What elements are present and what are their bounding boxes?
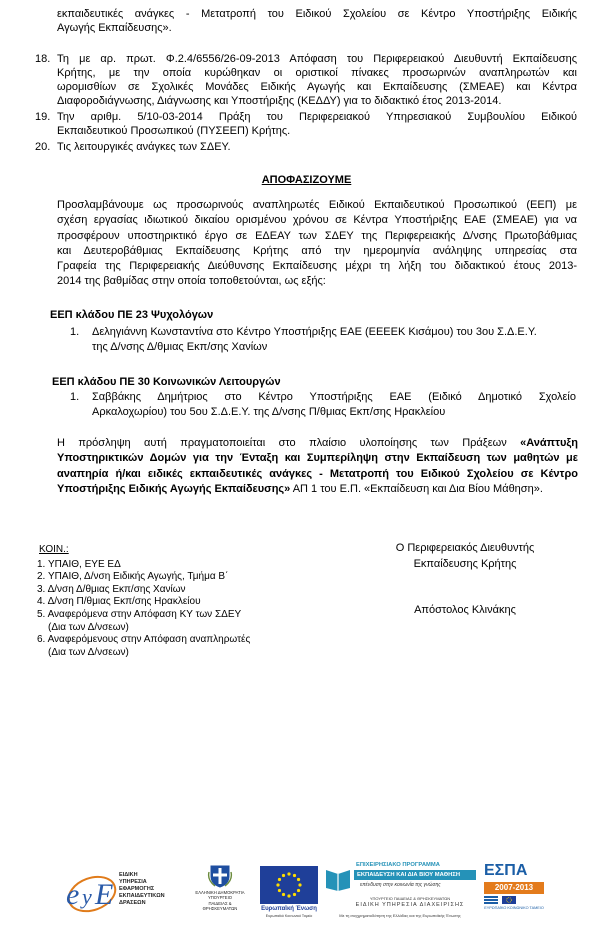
closing-bold-text: «Ανάπτυξη bbox=[520, 437, 578, 449]
eu-logo-sublabel: Ευρωπαϊκό Κοινωνικό Ταμείο bbox=[265, 914, 313, 918]
item-number: 18. bbox=[35, 53, 51, 65]
item-number: 20. bbox=[35, 141, 51, 153]
eye-logo-icon bbox=[62, 866, 118, 918]
eu-star-icon bbox=[287, 872, 290, 875]
closing-line-1 bbox=[57, 436, 578, 451]
eu-flag-icon bbox=[260, 866, 318, 904]
closing-paragraph bbox=[57, 436, 578, 497]
signatory-title: Εκπαίδευσης Κρήτης bbox=[413, 558, 517, 570]
espa-flags-icon bbox=[484, 896, 544, 904]
eye-logo-text: ΕΙΔΙΚΗ ΥΠΗΡΕΣΙΑ ΕΦΑΡΜΟΓΗΣ ΕΚΠΑΙΔΕΥΤΙΚΩΝ ΔΡΑΣΕΩΝ bbox=[119, 872, 165, 906]
list-item-19 bbox=[35, 110, 580, 138]
list-item-18 bbox=[35, 52, 580, 108]
closing-line-3: αναπηρία ή/και ειδικές εκπαιδευτικές ανάγκες - Μετατροπή του Ειδικού Σχολείου σε Κέντρο bbox=[57, 467, 578, 480]
list-item-line: Κρήτης, με την οποία κυρώθηκαν οι οριστικοί πίνακες προσωρινών αναπληρωτών και bbox=[57, 67, 577, 79]
distribution-item-note: (Δια των Δ/νσεων) bbox=[48, 646, 129, 658]
eu-star-icon bbox=[282, 874, 285, 877]
op-cofunding-note: Με τη συγχρηματοδότηση της Ελλάδας και της Ευρωπαϊκής Ένωσης bbox=[339, 913, 461, 918]
eu-star-icon bbox=[278, 878, 281, 881]
paragraph-line: Προσλαμβάνουμε ως προσωρινούς αναπληρωτές Ειδικού Εκπαιδευτικού Προσωπικού (ΕΕΠ) με bbox=[57, 199, 577, 211]
op-slogan: επένδυση στην κοινωνία της γνώσης bbox=[360, 882, 441, 888]
eye-logo bbox=[62, 860, 172, 922]
svg-text:e: e bbox=[66, 878, 80, 911]
op-service: ΕΙΔΙΚΗ ΥΠΗΡΕΣΙΑ ΔΙΑΧΕΙΡΙΣΗΣ bbox=[355, 902, 465, 908]
closing-text: Η πρόσληψη αυτή πραγματοποιείται στο πλαίσιο υλοποίησης των Πράξεων bbox=[57, 437, 521, 449]
section-heading-psychologists: ΕΕΠ κλάδου ΠΕ 23 Ψυχολόγων bbox=[50, 309, 214, 321]
op-title: ΕΠΙΧΕΙΡΗΣΙΑΚΟ ΠΡΟΓΡΑΜΜΑ bbox=[356, 862, 440, 868]
signature-block bbox=[370, 540, 560, 618]
intro-line-2: Αγωγής Εκπαίδευσης». bbox=[57, 22, 172, 34]
espa-title: ΕΣΠΑ bbox=[484, 862, 528, 879]
item-number: 1. bbox=[70, 326, 80, 338]
item-number: 19. bbox=[35, 111, 51, 123]
distribution-label: ΚΟΙΝ.: bbox=[39, 544, 69, 555]
intro-paragraph bbox=[57, 7, 577, 35]
paragraph-line: 2014 της βαθμίδας στην οποία τοποθετούνται, ως εξής: bbox=[57, 275, 326, 288]
paragraph-line: Γραφεία της Περιφερειακής Διεύθυνσης Εκπαίδευσης μέχρι τη λήξη του διδακτικού έτους 2013- bbox=[57, 260, 577, 273]
distribution-item: 4. Δ/νση Π/θμιας Εκπ/σης Ηρακλείου bbox=[37, 596, 201, 608]
ministry-logo bbox=[190, 862, 250, 924]
closing-line-2: Υποστηρικτικών Δομών για την Ένταξη και Συμπερίληψη στην Εκπαίδευση των μαθητών με bbox=[57, 452, 578, 465]
greek-coat-of-arms-icon bbox=[207, 862, 233, 888]
paragraph-line: προσφέρουν υποστηρικτικό έργο σε ΕΔΕΑΥ των ΣΔΕΥ της Περιφερειακής Δ/νσης Πρωτοβάθμιας bbox=[57, 229, 577, 242]
op-ministry: ΥΠΟΥΡΓΕΙΟ ΠΑΙΔΕΙΑΣ & ΘΡΗΣΚΕΥΜΑΤΩΝ bbox=[369, 896, 451, 901]
eu-star-icon bbox=[298, 883, 301, 886]
list-item-line: Τις λειτουργικές ανάγκες των ΣΔΕΥ. bbox=[57, 141, 231, 153]
appointment-line: Δεληγιάννη Κωνσταντίνα στο Κέντρο Υποστήριξης ΕΑΕ (ΕΕΕΕΚ Κισάμου) του 3ου Σ.Δ.Ε.Υ. bbox=[92, 326, 537, 338]
eu-star-icon bbox=[278, 889, 281, 892]
appointment-social-worker bbox=[70, 390, 580, 420]
closing-line-4 bbox=[57, 482, 578, 497]
paragraph-line: και Δευτεροβάθμιας Εκπαίδευσης Κρήτης από την ημερομηνία ανάληψης υπηρεσίας στα bbox=[57, 244, 577, 257]
distribution-item: 2. ΥΠΑΙΘ, Δ/νση Ειδικής Αγωγής, Τμήμα Β΄ bbox=[37, 571, 229, 583]
espa-logo bbox=[480, 862, 548, 924]
list-item-line: ωρομισθίων σε Σχολικές Μονάδες Ειδικής Αγωγής και Εκπαίδευσης (ΣΜΕΑΕ) και Κέντρα bbox=[57, 81, 577, 93]
decision-heading: ΑΠΟΦΑΣΙΖΟΥΜΕ bbox=[261, 174, 352, 186]
ministry-logo-text: ΕΛΛΗΝΙΚΗ ΔΗΜΟΚΡΑΤΙΑ ΥΠΟΥΡΓΕΙΟ ΠΑΙΔΕΙΑΣ & ΘΡΗΣΚΕΥΜΑΤΩΝ bbox=[195, 890, 245, 912]
footer-logos bbox=[0, 858, 613, 928]
distribution-item: 3. Δ/νση Δ/θμιας Εκπ/σης Χανίων bbox=[37, 583, 186, 595]
eu-star-icon bbox=[282, 893, 285, 896]
appointment-line: της Δ/νσης Δ/θμιας Εκπ/σης Χανίων bbox=[92, 341, 268, 353]
svg-text:y: y bbox=[82, 884, 92, 909]
list-item-20 bbox=[35, 140, 580, 154]
eu-star-icon bbox=[276, 883, 279, 886]
list-item-line: Εκπαιδευτικού Προσωπικού (ΠΥΣΕΕΠ) Κρήτης. bbox=[57, 125, 291, 137]
distribution-item: 1. ΥΠΑΙΘ, ΕΥΕ ΕΔ bbox=[37, 558, 121, 570]
eu-star-icon bbox=[297, 878, 300, 881]
paragraph-line: σχέση εργασίας ιδιωτικού δικαίου ορισμένου χρόνου σε Κέντρα Υποστήριξης ΕΑΕ (ΣΜΕΑΕ) για να bbox=[57, 214, 577, 227]
operational-programme-logo bbox=[322, 860, 478, 926]
eu-star-icon bbox=[293, 874, 296, 877]
appointment-line: Σαββάκης Δημήτριος στο Κέντρο Υποστήριξης ΕΑΕ (Ειδικό Δημοτικό Σχολείο bbox=[92, 391, 576, 403]
espa-sublabel: ΕΥΡΩΠΑΪΚΟ ΚΟΙΝΩΝΙΚΟ ΤΑΜΕΙΟ bbox=[484, 906, 544, 910]
closing-bold-text: Υποστήριξης Ειδικής Αγωγής Εκπαίδευσης» bbox=[57, 482, 291, 495]
eu-logo bbox=[258, 866, 320, 922]
closing-text: ΑΠ 1 του Ε.Π. «Εκπαίδευση και Δια Βίου Μάθηση». bbox=[290, 482, 543, 495]
distribution-item: 5. Αναφερόμενα στην Απόφαση ΚΥ των ΣΔΕΥ bbox=[37, 608, 242, 620]
considerations-list bbox=[35, 52, 580, 154]
item-number: 1. bbox=[70, 391, 80, 403]
decision-paragraph bbox=[57, 198, 577, 290]
list-item-line: Διαφοροδιάγνωσης, Διάγνωσης και Υποστήριξης (ΚΕΔΔΥ) για το διδακτικό έτος 2013-2014. bbox=[57, 95, 502, 107]
appointment-psychologist bbox=[70, 325, 580, 355]
list-item-line: Την αριθμ. 5/10-03-2014 Πράξη του Περιφερειακού Υπηρεσιακού Συμβουλίου Ειδικού bbox=[57, 111, 577, 123]
signatory-title: Ο Περιφερειακός Διευθυντής bbox=[395, 542, 535, 554]
list-item-line: Τη με αρ. πρωτ. Φ.2.4/6556/26-09-2013 Απόφαση του Περιφερειακού Διευθυντή Εκπαίδευσης bbox=[57, 53, 577, 65]
espa-years: 2007-2013 bbox=[484, 882, 544, 894]
eu-star-icon bbox=[287, 894, 290, 897]
eu-star-icon bbox=[293, 893, 296, 896]
distribution-item: 6. Αναφερόμενους στην Απόφαση αναπληρωτές bbox=[37, 634, 251, 646]
signatory-name: Απόστολος Κλινάκης bbox=[414, 604, 516, 616]
distribution-list bbox=[37, 544, 297, 659]
eu-logo-label: Ευρωπαϊκή Ένωση bbox=[261, 906, 317, 912]
distribution-item-note: (Δια των Δ/νσεων) bbox=[48, 621, 129, 633]
appointment-line: Αρκαλοχωρίου) του 5ου Σ.Δ.Ε.Υ. της Δ/νσης Π/θμιας Εκπ/σης Ηρακλείου bbox=[92, 406, 446, 418]
section-heading-social-workers: ΕΕΠ κλάδου ΠΕ 30 Κοινωνικών Λειτουργών bbox=[52, 376, 281, 388]
intro-line-1: εκπαιδευτικές ανάγκες - Μετατροπή του Ειδικού Σχολείου σε Κέντρο Υποστήριξης Ειδικής bbox=[57, 8, 577, 20]
svg-text:E: E bbox=[95, 878, 114, 911]
eu-star-icon bbox=[297, 889, 300, 892]
op-title-band: ΕΚΠΑΙΔΕΥΣΗ ΚΑΙ ΔΙΑ ΒΙΟΥ ΜΑΘΗΣΗ bbox=[354, 870, 476, 880]
op-book-icon bbox=[324, 864, 352, 892]
